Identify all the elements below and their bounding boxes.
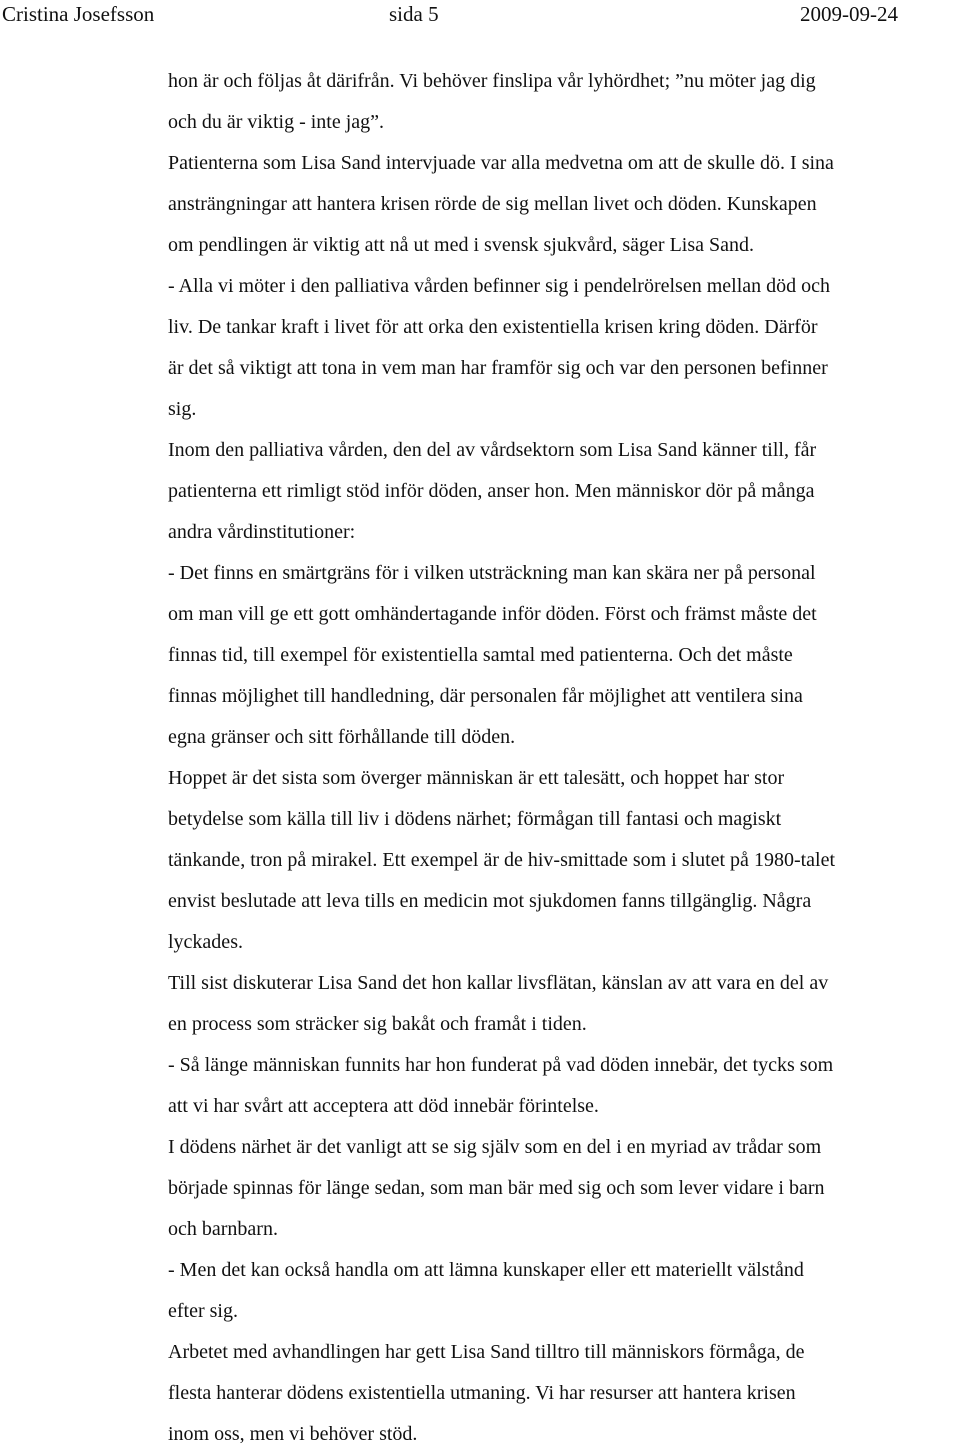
text-line: att vi har svårt att acceptera att död innebär förintelse. (168, 1095, 599, 1117)
text-line: liv. De tankar kraft i livet för att orka den existentiella krisen kring döden. Därför (168, 316, 818, 338)
text-line: efter sig. (168, 1300, 238, 1322)
text-line: om man vill ge ett gott omhändertagande inför döden. Först och främst måste det (168, 603, 817, 625)
text-line: Arbetet med avhandlingen har gett Lisa Sand tilltro till människors förmåga, de (168, 1341, 805, 1363)
text-line: finnas tid, till exempel för existentiella samtal med patienterna. Och det måste (168, 644, 793, 666)
text-line: finnas möjlighet till handledning, där personalen får möjlighet att ventilera sina (168, 685, 803, 707)
text-line: är det så viktigt att tona in vem man har framför sig och var den personen befinner (168, 357, 828, 379)
text-line: Patienterna som Lisa Sand intervjuade var alla medvetna om att de skulle dö. I sina (168, 152, 834, 174)
page-header (0, 0, 960, 32)
text-line: hon är och följas åt därifrån. Vi behöver finslipa vår lyhördhet; ”nu möter jag dig (168, 70, 816, 92)
text-line: andra vårdinstitutioner: (168, 521, 356, 543)
text-line: Till sist diskuterar Lisa Sand det hon kallar livsflätan, känslan av att vara en del av (168, 972, 829, 994)
text-line: Hoppet är det sista som överger människan är ett talesätt, och hoppet har stor (168, 767, 785, 789)
text-line: och du är viktig - inte jag”. (168, 111, 385, 133)
text-line: sig. (168, 398, 197, 420)
header-author: Cristina Josefsson (2, 2, 155, 26)
text-line: om pendlingen är viktig att nå ut med i svensk sjukvård, säger Lisa Sand. (168, 234, 754, 256)
text-line: flesta hanterar dödens existentiella utmaning. Vi har resurser att hantera krisen (168, 1382, 796, 1404)
text-line: tänkande, tron på mirakel. Ett exempel är de hiv-smittade som i slutet på 1980-talet (168, 849, 836, 871)
text-line: lyckades. (168, 931, 243, 953)
text-line: - Så länge människan funnits har hon funderat på vad döden innebär, det tycks som (168, 1054, 834, 1076)
text-line: - Alla vi möter i den palliativa vården befinner sig i pendelrörelsen mellan död och (168, 275, 831, 297)
text-line: egna gränser och sitt förhållande till döden. (168, 726, 516, 748)
text-line: - Men det kan också handla om att lämna kunskaper eller ett materiellt välstånd (168, 1259, 804, 1281)
text-line: och barnbarn. (168, 1218, 278, 1240)
text-line: I dödens närhet är det vanligt att se sig själv som en del i en myriad av trådar som (168, 1136, 822, 1158)
text-line: - Det finns en smärtgräns för i vilken utsträckning man kan skära ner på personal (168, 562, 816, 584)
header-date: 2009-09-24 (800, 2, 898, 26)
text-line: en process som sträcker sig bakåt och framåt i tiden. (168, 1013, 587, 1035)
text-line: inom oss, men vi behöver stöd. (168, 1423, 418, 1445)
header-page-number: sida 5 (389, 2, 439, 26)
text-line: betydelse som källa till liv i dödens närhet; förmågan till fantasi och magiskt (168, 808, 782, 830)
text-line: envist beslutade att leva tills en medicin mot sjukdomen fanns tillgänglig. Några (168, 890, 812, 912)
text-line: började spinnas för länge sedan, som man bär med sig och som lever vidare i barn (168, 1177, 825, 1199)
text-line: Inom den palliativa vården, den del av vårdsektorn som Lisa Sand känner till, får (168, 439, 817, 461)
document-body (168, 61, 958, 1455)
text-line: ansträngningar att hantera krisen rörde de sig mellan livet och döden. Kunskapen (168, 193, 817, 215)
text-line: patienterna ett rimligt stöd inför döden, anser hon. Men människor dör på många (168, 480, 815, 502)
